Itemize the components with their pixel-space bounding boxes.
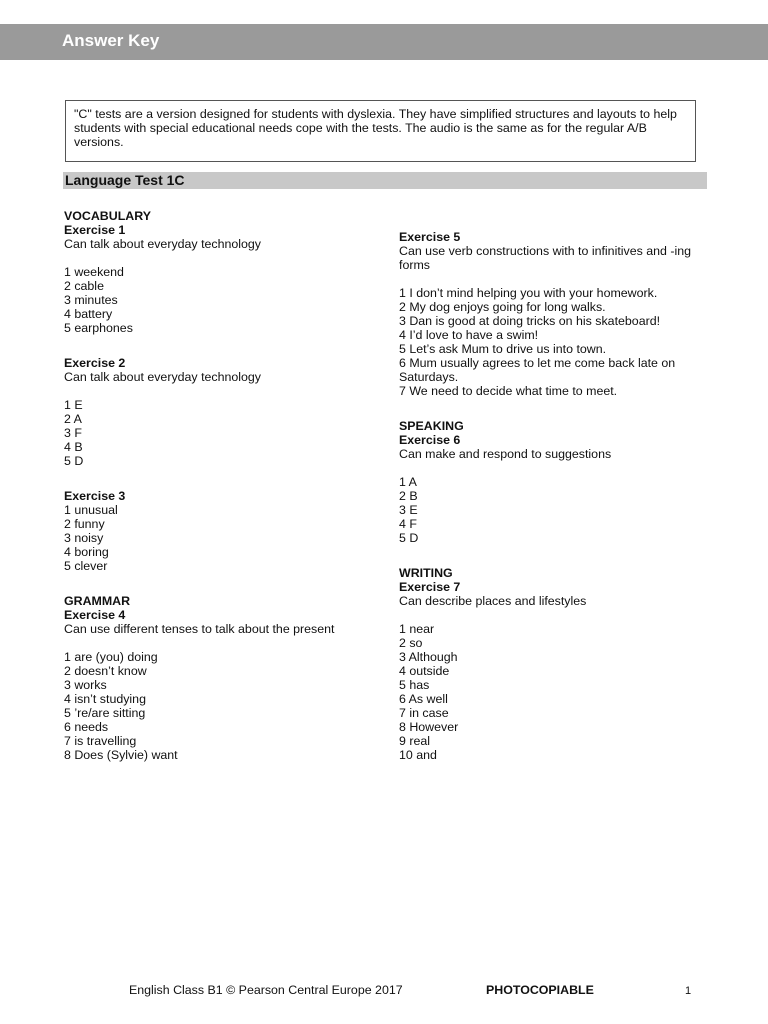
answer-item: 3 Although xyxy=(399,650,458,664)
answer-item: 3 noisy xyxy=(64,531,104,545)
answer-item: 6 needs xyxy=(64,720,109,734)
answer-item: 4 isn’t studying xyxy=(64,692,146,706)
answer-item: 1 near xyxy=(399,622,435,636)
footer-copyright: English Class B1 © Pearson Central Europe 2017 xyxy=(129,983,403,997)
exercise-3-answers xyxy=(64,503,374,573)
exercise-1-desc: Can talk about everyday technology xyxy=(64,237,261,251)
exercise-7-desc: Can describe places and lifestyles xyxy=(399,594,587,608)
answer-item: 2 doesn’t know xyxy=(64,664,147,678)
answer-item: 5 D xyxy=(399,531,419,545)
exercise-1-title: Exercise 1 xyxy=(64,223,126,237)
answer-item: 5 ’re/are sitting xyxy=(64,706,146,720)
answer-item: 1 A xyxy=(399,475,417,489)
answer-item: 4 battery xyxy=(64,307,113,321)
answer-item: 2 funny xyxy=(64,517,105,531)
answer-item: 3 E xyxy=(399,503,418,517)
answer-item: 8 However xyxy=(399,720,459,734)
answer-item: 2 A xyxy=(64,412,82,426)
section-bar xyxy=(63,172,707,189)
writing-heading: WRITING xyxy=(399,566,453,580)
answer-item: 2 My dog enjoys going for long walks. xyxy=(399,300,606,314)
test-title: Language Test 1C xyxy=(65,172,185,188)
answer-item: 7 in case xyxy=(399,706,449,720)
answer-item: 1 E xyxy=(64,398,83,412)
answer-item: 1 unusual xyxy=(64,503,118,517)
answer-item: 5 earphones xyxy=(64,321,133,335)
answer-item: 8 Does (Sylvie) want xyxy=(64,748,178,762)
answer-item: 3 F xyxy=(64,426,82,440)
footer-photocopiable: PHOTOCOPIABLE xyxy=(486,983,594,997)
grammar-heading: GRAMMAR xyxy=(64,594,131,608)
exercise-6-desc: Can make and respond to suggestions xyxy=(399,447,612,461)
answer-item: 2 so xyxy=(399,636,423,650)
exercise-5-answers xyxy=(399,286,719,398)
answer-item: 6 Mum usually agrees to let me come back late on Saturdays. xyxy=(399,356,679,384)
exercise-3-title: Exercise 3 xyxy=(64,489,126,503)
exercise-4-desc: Can use different tenses to talk about the present xyxy=(64,622,335,636)
answer-item: 2 cable xyxy=(64,279,104,293)
answer-item: 2 B xyxy=(399,489,418,503)
answer-item: 5 has xyxy=(399,678,430,692)
answer-item: 4 boring xyxy=(64,545,109,559)
answer-item: 3 works xyxy=(64,678,107,692)
answer-item: 5 D xyxy=(64,454,84,468)
answer-item: 10 and xyxy=(399,748,437,762)
exercise-2-title: Exercise 2 xyxy=(64,356,126,370)
answer-item: 9 real xyxy=(399,734,430,748)
answer-item: 1 I don’t mind helping you with your homework. xyxy=(399,286,658,300)
vocabulary-heading: VOCABULARY xyxy=(64,209,151,223)
header-bar xyxy=(0,24,768,60)
page-number: 1 xyxy=(685,985,692,997)
exercise-7-answers xyxy=(399,622,719,762)
answer-item: 5 Let’s ask Mum to drive us into town. xyxy=(399,342,607,356)
exercise-6-answers xyxy=(399,475,719,545)
answer-item: 7 is travelling xyxy=(64,734,137,748)
exercise-2-answers xyxy=(64,398,374,468)
answer-item: 4 F xyxy=(399,517,417,531)
answer-item: 1 are (you) doing xyxy=(64,650,158,664)
exercise-1-answers xyxy=(64,265,374,335)
answer-item: 4 B xyxy=(64,440,83,454)
exercise-5-desc: Can use verb constructions with to infinitives and -ing forms xyxy=(399,244,692,272)
answer-item: 3 minutes xyxy=(64,293,118,307)
answer-item: 1 weekend xyxy=(64,265,124,279)
answer-item: 7 We need to decide what time to meet. xyxy=(399,384,618,398)
right-column xyxy=(399,230,719,762)
page-title: Answer Key xyxy=(62,31,160,50)
exercise-4-title: Exercise 4 xyxy=(64,608,126,622)
exercise-5-title: Exercise 5 xyxy=(399,230,461,244)
speaking-heading: SPEAKING xyxy=(399,419,464,433)
answer-item: 3 Dan is good at doing tricks on his skateboard! xyxy=(399,314,661,328)
exercise-4-answers xyxy=(64,650,374,762)
answer-item: 4 I’d love to have a swim! xyxy=(399,328,539,342)
dyslexia-notice: "C" tests are a version designed for students with dyslexia. They have simplified structures and layouts to help students with special educational needs cope with the tests. The audio is the same as for the regular A/B versions. xyxy=(65,100,696,162)
exercise-2-desc: Can talk about everyday technology xyxy=(64,370,261,384)
answer-item: 5 clever xyxy=(64,559,108,573)
left-column xyxy=(64,209,374,762)
answer-item: 6 As well xyxy=(399,692,448,706)
answer-item: 4 outside xyxy=(399,664,450,678)
exercise-7-title: Exercise 7 xyxy=(399,580,461,594)
exercise-6-title: Exercise 6 xyxy=(399,433,461,447)
